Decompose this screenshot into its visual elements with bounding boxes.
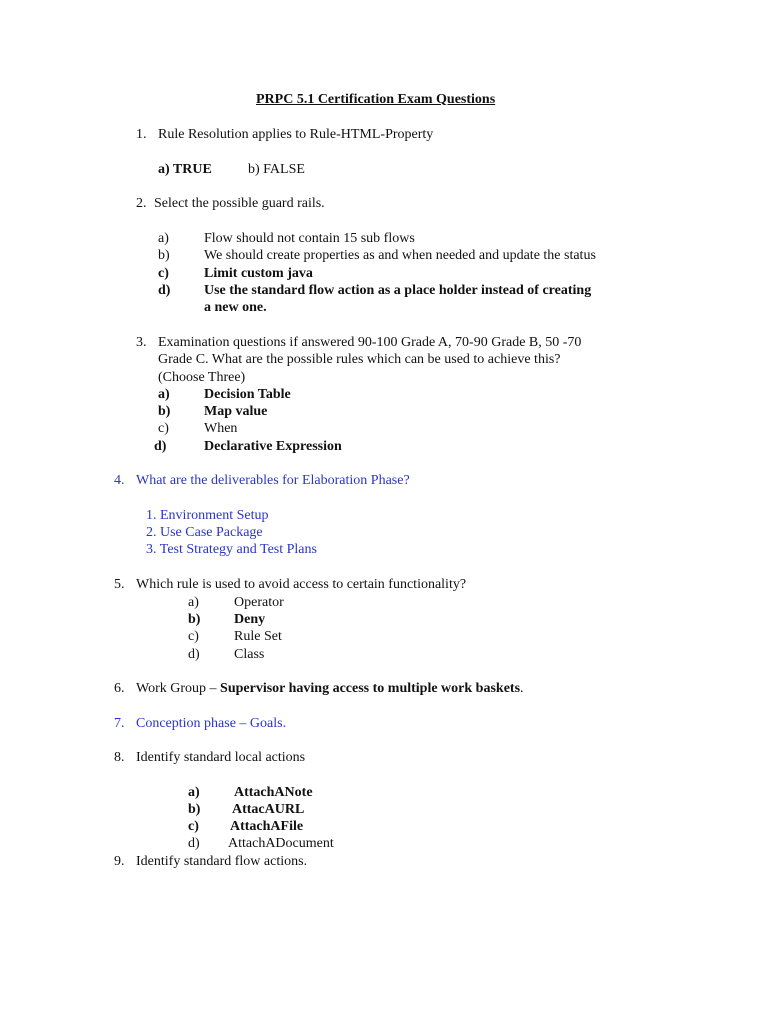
question-8-option-c: AttachAFile bbox=[230, 819, 304, 834]
question-7-number: 7. bbox=[114, 716, 125, 731]
question-2-letter-b: b) bbox=[158, 248, 170, 263]
question-7-text: Conception phase – Goals. bbox=[136, 716, 287, 731]
question-8-option-d: AttachADocument bbox=[228, 836, 334, 851]
question-8-letter-d: d) bbox=[188, 836, 200, 851]
question-2-option-d: Use the standard flow action as a place holder instead of creating bbox=[204, 283, 592, 298]
question-3-line-1: Examination questions if answered 90-100 Grade A, 70-90 Grade B, 50 -70 bbox=[158, 335, 582, 350]
question-9-number: 9. bbox=[114, 854, 125, 869]
question-3-option-a: Decision Table bbox=[204, 387, 291, 402]
question-1-number: 1. bbox=[136, 127, 147, 142]
question-3-line-3: (Choose Three) bbox=[158, 370, 246, 385]
question-8-number: 8. bbox=[114, 750, 125, 765]
question-4-item-2: 2. Use Case Package bbox=[146, 525, 263, 540]
question-4-text: What are the deliverables for Elaboration Phase? bbox=[136, 473, 410, 488]
question-5-text: Which rule is used to avoid access to certain functionality? bbox=[136, 577, 467, 592]
question-6-prefix: Work Group – bbox=[136, 681, 221, 696]
question-5-option-d: Class bbox=[234, 647, 265, 662]
question-3-letter-b: b) bbox=[158, 404, 171, 419]
question-1-text: Rule Resolution applies to Rule-HTML-Property bbox=[158, 127, 434, 142]
question-4-item-1: 1. Environment Setup bbox=[146, 508, 269, 523]
question-2-option-c: Limit custom java bbox=[204, 266, 313, 281]
question-5-letter-a: a) bbox=[188, 595, 199, 610]
question-1-option-b: b) FALSE bbox=[248, 162, 305, 177]
question-8-letter-a: a) bbox=[188, 785, 200, 800]
question-2-letter-a: a) bbox=[158, 231, 169, 246]
question-2-option-d-continued: a new one. bbox=[204, 300, 267, 315]
question-8-text: Identify standard local actions bbox=[136, 750, 306, 765]
question-6-text bbox=[136, 680, 524, 697]
question-2-letter-c: c) bbox=[158, 266, 169, 281]
question-5-letter-b: b) bbox=[188, 612, 201, 627]
question-4-item-3: 3. Test Strategy and Test Plans bbox=[146, 542, 317, 557]
question-9-text: Identify standard flow actions. bbox=[136, 854, 308, 869]
question-2-letter-d: d) bbox=[158, 283, 171, 298]
question-8-option-b: AttacAURL bbox=[232, 802, 305, 817]
question-2-text: Select the possible guard rails. bbox=[154, 196, 325, 211]
question-1-option-a: a) TRUE bbox=[158, 162, 212, 177]
question-3-number: 3. bbox=[136, 335, 147, 350]
question-5-letter-d: d) bbox=[188, 647, 200, 662]
question-4-number: 4. bbox=[114, 473, 125, 488]
question-6-number: 6. bbox=[114, 681, 125, 696]
question-3-letter-a: a) bbox=[158, 387, 170, 402]
question-2-number: 2. bbox=[136, 196, 147, 211]
question-5-option-a: Operator bbox=[234, 595, 284, 610]
question-3-line-2: Grade C. What are the possible rules which can be used to achieve this? bbox=[158, 352, 561, 367]
question-5-option-b: Deny bbox=[234, 612, 266, 627]
question-3-option-d: Declarative Expression bbox=[204, 439, 342, 454]
question-3-option-c: When bbox=[204, 421, 238, 436]
question-5-number: 5. bbox=[114, 577, 125, 592]
question-8-option-a: AttachANote bbox=[234, 785, 313, 800]
question-2-option-b: We should create properties as and when needed and update the status bbox=[204, 248, 596, 263]
question-6-answer: Supervisor having access to multiple work baskets bbox=[220, 681, 521, 696]
document-title: PRPC 5.1 Certification Exam Questions bbox=[256, 92, 496, 107]
question-8-letter-b: b) bbox=[188, 802, 201, 817]
question-3-option-b: Map value bbox=[204, 404, 268, 419]
question-5-letter-c: c) bbox=[188, 629, 199, 644]
question-3-letter-d: d) bbox=[154, 439, 167, 454]
question-3-letter-c: c) bbox=[158, 421, 169, 436]
question-8-letter-c: c) bbox=[188, 819, 199, 834]
question-5-option-c: Rule Set bbox=[234, 629, 282, 644]
question-6-suffix: . bbox=[520, 681, 524, 696]
question-2-option-a: Flow should not contain 15 sub flows bbox=[204, 231, 415, 246]
